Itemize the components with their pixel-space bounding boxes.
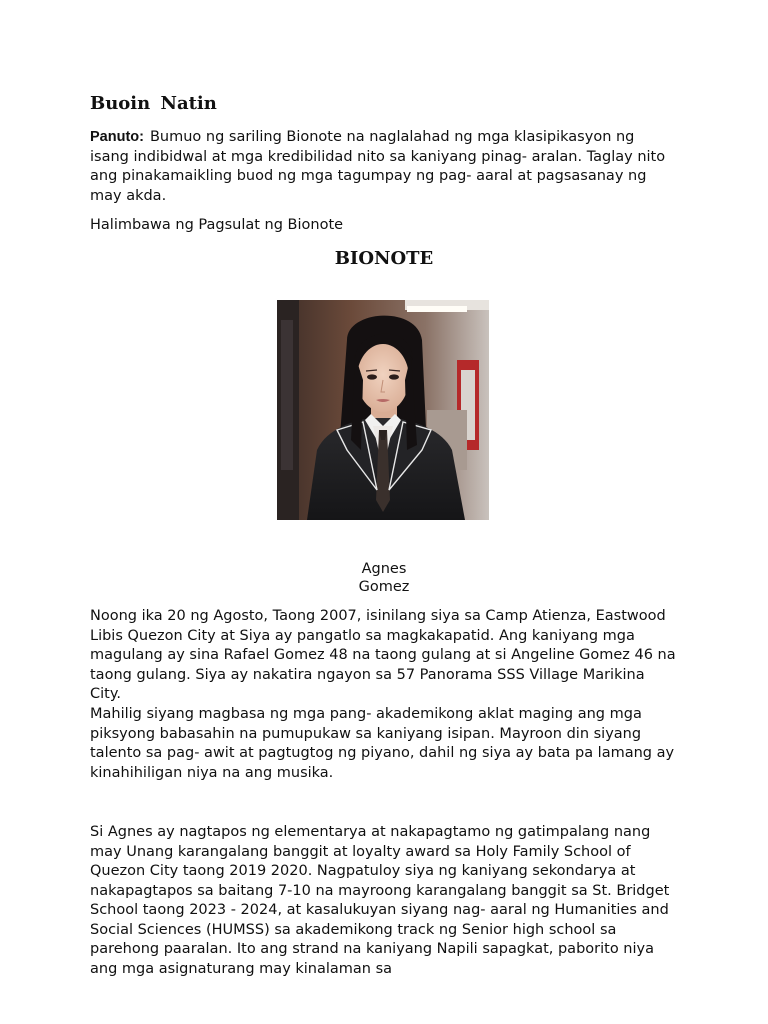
section-heading: Buoin Natin xyxy=(90,93,217,114)
bio-paragraph-birth: Noong ika 20 ng Agosto, Taong 2007, isinilang siya sa Camp Atienza, Eastwood Libis Quezon City at Siya ay pangatlo sa magkakapatid. Ang kaniyang mga magulang ay sina Rafael Gomez 48 na taong gulang at si Angeline Gomez 46 na taong gulang. Siya ay nakatira ngayon sa 57 Panorama SSS Village Marikina City. xyxy=(90,608,676,702)
person-last-name: Gomez xyxy=(358,579,410,595)
bionote-title: BIONOTE xyxy=(334,248,434,269)
instructions-text: Bumuo ng sariling Bionote na naglalahad ng mga klasipikasyon ng isang indibidwal at mga kredibilidad nito sa kaniyang pinag- aralan. Taglay nito ang pinakamaikling buod ng mga tagumpay ng pag- aaral at pagsasanay ng may akda. xyxy=(90,129,666,204)
bio-paragraph-hobbies: Mahilig siyang magbasa ng mga pang- akademikong aklat maging ang mga piksyong babasahin na pumupukaw sa kaniyang isipan. Mayroon din siyang talento sa pag- awit at pagtugtog ng piyano, dahil ng siya ay bata pa lamang ay kinahihiligan niya na ang musika. xyxy=(90,706,675,781)
person-name xyxy=(0,560,768,596)
person-first-name: Agnes xyxy=(361,561,407,577)
example-label: Halimbawa ng Pagsulat ng Bionote xyxy=(90,217,344,233)
instructions-label: Panuto: xyxy=(90,129,144,145)
instructions-paragraph xyxy=(90,128,670,206)
bio-paragraph-education: Si Agnes ay nagtapos ng elementarya at nakapagtamo ng gatimpalang nang may Unang karangalang banggit at loyalty award sa Holy Family School of Quezon City taong 2019 2020. Nagpatuloy siya ng kaniyang sekondarya at nakapagtapos sa baitang 7-10 na mayroong karangalang banggit sa St. Bridget School taong 2023 - 2024, at kasalukuyan siyang nag- aaral ng Humanities and Social Sciences (HUMSS) sa akademikong track ng Senior high school sa parehong paaralan. Ito ang strand na kaniyang Napili sapagkat, paborito niya ang mga asignaturang may kinalaman sa xyxy=(90,824,670,977)
portrait-photo xyxy=(277,300,489,520)
